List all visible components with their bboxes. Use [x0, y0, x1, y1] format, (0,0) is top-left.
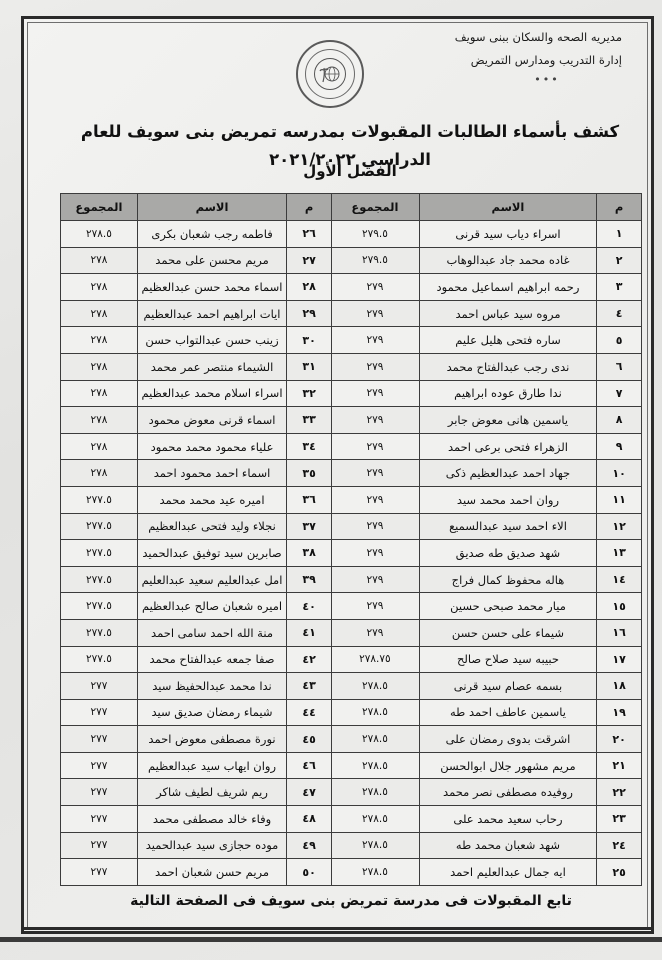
- student-name: فاطمه رجب شعبان بكرى: [137, 221, 286, 248]
- student-total: ٢٧٧: [61, 673, 138, 700]
- student-name: ريم شريف لطيف شاكر: [137, 779, 286, 806]
- student-total: ٢٧٨.٥: [331, 673, 420, 700]
- student-name: شهد صديق طه صديق: [419, 540, 596, 567]
- student-total: ٢٧٧.٥: [61, 646, 138, 673]
- row-number: ٤٩: [287, 832, 332, 859]
- table-row: [61, 486, 332, 513]
- student-total: ٢٧٩: [331, 540, 420, 567]
- student-total: ٢٧٩: [331, 353, 420, 380]
- row-number: ١٣: [597, 540, 642, 567]
- student-name: ندى رجب عبدالفتاح محمد: [419, 353, 596, 380]
- row-number: ١١: [597, 486, 642, 513]
- student-name: ياسمين عاطف احمد طه: [419, 699, 596, 726]
- student-total: ٢٧٧.٥: [61, 540, 138, 567]
- table-row: [61, 300, 332, 327]
- table-row: [331, 221, 642, 248]
- row-number: ٢٨: [287, 274, 332, 301]
- table-row: [331, 806, 642, 833]
- student-name: اسماء محمد حسن عبدالعظيم: [137, 274, 286, 301]
- table-row: [61, 274, 332, 301]
- student-name: حبيبه سيد صلاح صالح: [419, 646, 596, 673]
- student-total: ٢٧٩: [331, 327, 420, 354]
- row-number: ٣٧: [287, 513, 332, 540]
- student-name: مريم محسن على محمد: [137, 247, 286, 274]
- row-number: ٣: [597, 274, 642, 301]
- student-name: الشيماء منتصر عمر محمد: [137, 353, 286, 380]
- student-total: ٢٧٨: [61, 300, 138, 327]
- student-name: شيماء رمضان صديق سيد: [137, 699, 286, 726]
- student-total: ٢٧٧.٥: [61, 619, 138, 646]
- globe-icon: [318, 62, 342, 86]
- student-name: اشرقت بدوى رمضان على: [419, 726, 596, 753]
- row-number: ٤٣: [287, 673, 332, 700]
- table-row: [61, 433, 332, 460]
- row-number: ٧: [597, 380, 642, 407]
- student-total: ٢٧٨.٥: [331, 832, 420, 859]
- table-row: [61, 407, 332, 434]
- table-row: [61, 247, 332, 274]
- row-number: ٢٢: [597, 779, 642, 806]
- student-name: صابرين سيد توفيق عبدالحميد: [137, 540, 286, 567]
- table-row: [61, 859, 332, 886]
- row-number: ٩: [597, 433, 642, 460]
- student-total: ٢٧٩.٥: [331, 221, 420, 248]
- table-row: [61, 673, 332, 700]
- student-name: روان احمد محمد سيد: [419, 486, 596, 513]
- student-name: هاله محفوظ كمال فراج: [419, 566, 596, 593]
- student-total: ٢٧٨.٥: [61, 221, 138, 248]
- row-number: ٣٨: [287, 540, 332, 567]
- student-name: الاء احمد سيد عبدالسميع: [419, 513, 596, 540]
- row-number: ١٤: [597, 566, 642, 593]
- row-number: ٢٧: [287, 247, 332, 274]
- table-row: [331, 300, 642, 327]
- column-header-num: م: [597, 194, 642, 221]
- student-name: رحمه ابراهيم اسماعيل محمود: [419, 274, 596, 301]
- separator-dots: •••: [534, 73, 560, 86]
- table-row: [61, 779, 332, 806]
- student-total: ٢٧٨.٥: [331, 699, 420, 726]
- row-number: ٥: [597, 327, 642, 354]
- student-total: ٢٧٩: [331, 566, 420, 593]
- table-row: [61, 540, 332, 567]
- row-number: ١٠: [597, 460, 642, 487]
- row-number: ٢٣: [597, 806, 642, 833]
- student-name: ايه جمال عبدالعليم احمد: [419, 859, 596, 886]
- student-total: ٢٧٨.٥: [331, 779, 420, 806]
- table-row: [331, 407, 642, 434]
- document-title: كشف بأسماء الطالبات المقبولات بمدرسه تمريض بنى سويف للعام الدراسي ٢٠٢١/٢٠٢٢: [80, 122, 620, 169]
- table-row: [61, 460, 332, 487]
- column-header-num: م: [287, 194, 332, 221]
- student-total: ٢٧٩: [331, 593, 420, 620]
- table-row: [331, 327, 642, 354]
- row-number: ٤٥: [287, 726, 332, 753]
- student-name: جهاد احمد عبدالعظيم ذكى: [419, 460, 596, 487]
- column-header-name: الاسم: [137, 194, 286, 221]
- student-name: موده حجازى سيد عبدالحميد: [137, 832, 286, 859]
- student-name: نورة مصطفى معوض احمد: [137, 726, 286, 753]
- table-row: [331, 566, 642, 593]
- student-total: ٢٧٧.٥: [61, 486, 138, 513]
- row-number: ٢٠: [597, 726, 642, 753]
- student-total: ٢٧٧.٥: [61, 566, 138, 593]
- student-total: ٢٧٨: [61, 327, 138, 354]
- table-body-left: [61, 221, 332, 886]
- row-number: ٤: [597, 300, 642, 327]
- row-number: ٣٠: [287, 327, 332, 354]
- column-header-name: الاسم: [419, 194, 596, 221]
- table-row: [331, 353, 642, 380]
- student-name: ايات ابراهيم احمد عبدالعظيم: [137, 300, 286, 327]
- student-total: ٢٧٨: [61, 407, 138, 434]
- table-row: [331, 619, 642, 646]
- row-number: ٣٦: [287, 486, 332, 513]
- student-total: ٢٧٧: [61, 726, 138, 753]
- table-row: [331, 540, 642, 567]
- student-total: ٢٧٨.٥: [331, 752, 420, 779]
- table-row: [331, 486, 642, 513]
- department-name: إدارة التدريب ومدارس التمريض: [470, 53, 622, 67]
- student-total: ٢٧٨: [61, 247, 138, 274]
- table-row: [61, 752, 332, 779]
- student-total: ٢٧٨: [61, 274, 138, 301]
- student-name: ياسمين هانى معوض جابر: [419, 407, 596, 434]
- student-total: ٢٧٧: [61, 699, 138, 726]
- training-center-seal-icon: [296, 40, 364, 108]
- table-row: [61, 566, 332, 593]
- row-number: ٤٢: [287, 646, 332, 673]
- row-number: ٤٨: [287, 806, 332, 833]
- table-row: [331, 593, 642, 620]
- table-row: [331, 646, 642, 673]
- row-number: ٢: [597, 247, 642, 274]
- table-row: [61, 353, 332, 380]
- globe-palm-icon: [314, 58, 346, 90]
- student-total: ٢٧٩: [331, 300, 420, 327]
- student-total: ٢٧٩: [331, 433, 420, 460]
- table-body-right: [331, 221, 642, 886]
- table-row: [331, 513, 642, 540]
- row-number: ٣٢: [287, 380, 332, 407]
- letterhead: [422, 26, 622, 88]
- table-row: [331, 247, 642, 274]
- row-number: ١٢: [597, 513, 642, 540]
- table-row: [61, 380, 332, 407]
- column-header-total: المجموع: [61, 194, 138, 221]
- student-total: ٢٧٨: [61, 433, 138, 460]
- student-total: ٢٧٩.٥: [331, 247, 420, 274]
- student-name: شيماء على حسن حسن: [419, 619, 596, 646]
- row-number: ١٨: [597, 673, 642, 700]
- row-number: ٢٤: [597, 832, 642, 859]
- row-number: ٤٧: [287, 779, 332, 806]
- student-name: وفاء خالد مصطفى محمد: [137, 806, 286, 833]
- student-name: بسمه عصام سيد قرنى: [419, 673, 596, 700]
- student-name: نجلاء وليد فتحى عبدالعظيم: [137, 513, 286, 540]
- student-total: ٢٧٩: [331, 619, 420, 646]
- table-row: [61, 699, 332, 726]
- table-header-row: [331, 194, 642, 221]
- section-title: الفصل الأول: [303, 162, 397, 180]
- row-number: ١٩: [597, 699, 642, 726]
- seal-ring: [305, 49, 355, 99]
- student-name: مريم مشهور جلال ابوالحسن: [419, 752, 596, 779]
- student-name: اميره شعبان صالح عبدالعظيم: [137, 593, 286, 620]
- continuation-note: تابع المقبولات فى مدرسة تمريض بنى سويف فى الصفحة التالية: [130, 893, 572, 909]
- footer-divider: [24, 927, 654, 930]
- column-header-total: المجموع: [331, 194, 420, 221]
- row-number: ١: [597, 221, 642, 248]
- row-number: ٢٥: [597, 859, 642, 886]
- student-name: رحاب سعيد محمد على: [419, 806, 596, 833]
- row-number: ٥٠: [287, 859, 332, 886]
- student-name: اسراء دياب سيد قرنى: [419, 221, 596, 248]
- student-name: علياء محمود محمد محمود: [137, 433, 286, 460]
- student-name: زينب حسن عبدالتواب حسن: [137, 327, 286, 354]
- row-number: ١٦: [597, 619, 642, 646]
- student-total: ٢٧٨: [61, 380, 138, 407]
- student-total: ٢٧٨.٥: [331, 806, 420, 833]
- table-header-row: [61, 194, 332, 221]
- row-number: ٢١: [597, 752, 642, 779]
- student-total: ٢٧٧: [61, 779, 138, 806]
- table-row: [61, 726, 332, 753]
- row-number: ٣١: [287, 353, 332, 380]
- student-name: ندا محمد عبدالحفيظ سيد: [137, 673, 286, 700]
- table-row: [331, 433, 642, 460]
- student-total: ٢٧٩: [331, 486, 420, 513]
- row-number: ٤٤: [287, 699, 332, 726]
- table-row: [61, 327, 332, 354]
- row-number: ٢٩: [287, 300, 332, 327]
- row-number: ٨: [597, 407, 642, 434]
- row-number: ٣٤: [287, 433, 332, 460]
- table-row: [331, 673, 642, 700]
- student-name: مريم حسن شعبان احمد: [137, 859, 286, 886]
- students-table-left: [60, 193, 332, 886]
- student-total: ٢٧٧.٥: [61, 593, 138, 620]
- student-total: ٢٧٧: [61, 806, 138, 833]
- table-row: [331, 460, 642, 487]
- table-row: [61, 221, 332, 248]
- table-row: [61, 619, 332, 646]
- student-name: روفيده مصطفى نصر محمد: [419, 779, 596, 806]
- student-total: ٢٧٩: [331, 407, 420, 434]
- row-number: ١٥: [597, 593, 642, 620]
- student-name: اميره عيد محمد محمد: [137, 486, 286, 513]
- student-name: ندا طارق عوده ابراهيم: [419, 380, 596, 407]
- directorate-name: مديريه الصحه والسكان ببنى سويف: [454, 30, 622, 44]
- table-row: [331, 274, 642, 301]
- student-total: ٢٧٨.٥: [331, 726, 420, 753]
- table-row: [61, 832, 332, 859]
- student-name: اسماء احمد محمود احمد: [137, 460, 286, 487]
- page-bottom-edge: [0, 937, 662, 942]
- row-number: ٦: [597, 353, 642, 380]
- row-number: ٤١: [287, 619, 332, 646]
- row-number: ٣٣: [287, 407, 332, 434]
- student-total: ٢٧٨: [61, 353, 138, 380]
- table-row: [331, 779, 642, 806]
- student-total: ٢٧٧: [61, 832, 138, 859]
- table-row: [331, 832, 642, 859]
- student-total: ٢٧٨.٥: [331, 859, 420, 886]
- student-name: منة الله احمد سامى احمد: [137, 619, 286, 646]
- student-total: ٢٧٩: [331, 380, 420, 407]
- row-number: ٣٥: [287, 460, 332, 487]
- student-total: ٢٧٩: [331, 460, 420, 487]
- row-number: ٤٠: [287, 593, 332, 620]
- student-total: ٢٧٩: [331, 513, 420, 540]
- table-row: [61, 806, 332, 833]
- table-row: [331, 859, 642, 886]
- student-total: ٢٧٨.٧٥: [331, 646, 420, 673]
- row-number: ٢٦: [287, 221, 332, 248]
- row-number: ٤٦: [287, 752, 332, 779]
- students-table-right: [330, 193, 642, 886]
- student-name: شهد شعبان محمد طه: [419, 832, 596, 859]
- student-name: ميار محمد صبحى حسين: [419, 593, 596, 620]
- student-total: ٢٧٧: [61, 859, 138, 886]
- table-row: [61, 593, 332, 620]
- table-row: [331, 726, 642, 753]
- student-name: روان ايهاب سيد عبدالعظيم: [137, 752, 286, 779]
- student-name: امل عبدالعليم سعيد عبدالعليم: [137, 566, 286, 593]
- table-row: [331, 380, 642, 407]
- student-name: اسماء قرنى معوض محمود: [137, 407, 286, 434]
- student-total: ٢٧٩: [331, 274, 420, 301]
- table-row: [61, 646, 332, 673]
- row-number: ١٧: [597, 646, 642, 673]
- table-row: [331, 699, 642, 726]
- student-total: ٢٧٧.٥: [61, 513, 138, 540]
- student-name: الزهراء فتحى برعى احمد: [419, 433, 596, 460]
- row-number: ٣٩: [287, 566, 332, 593]
- student-name: اسراء اسلام محمد عبدالعظيم: [137, 380, 286, 407]
- student-name: غاده محمد جاد عبدالوهاب: [419, 247, 596, 274]
- table-row: [331, 752, 642, 779]
- student-total: ٢٧٧: [61, 752, 138, 779]
- student-total: ٢٧٨: [61, 460, 138, 487]
- student-name: ساره فتحى هليل عليم: [419, 327, 596, 354]
- student-name: مروه سيد عباس احمد: [419, 300, 596, 327]
- student-name: صفا جمعه عبدالفتاح محمد: [137, 646, 286, 673]
- table-row: [61, 513, 332, 540]
